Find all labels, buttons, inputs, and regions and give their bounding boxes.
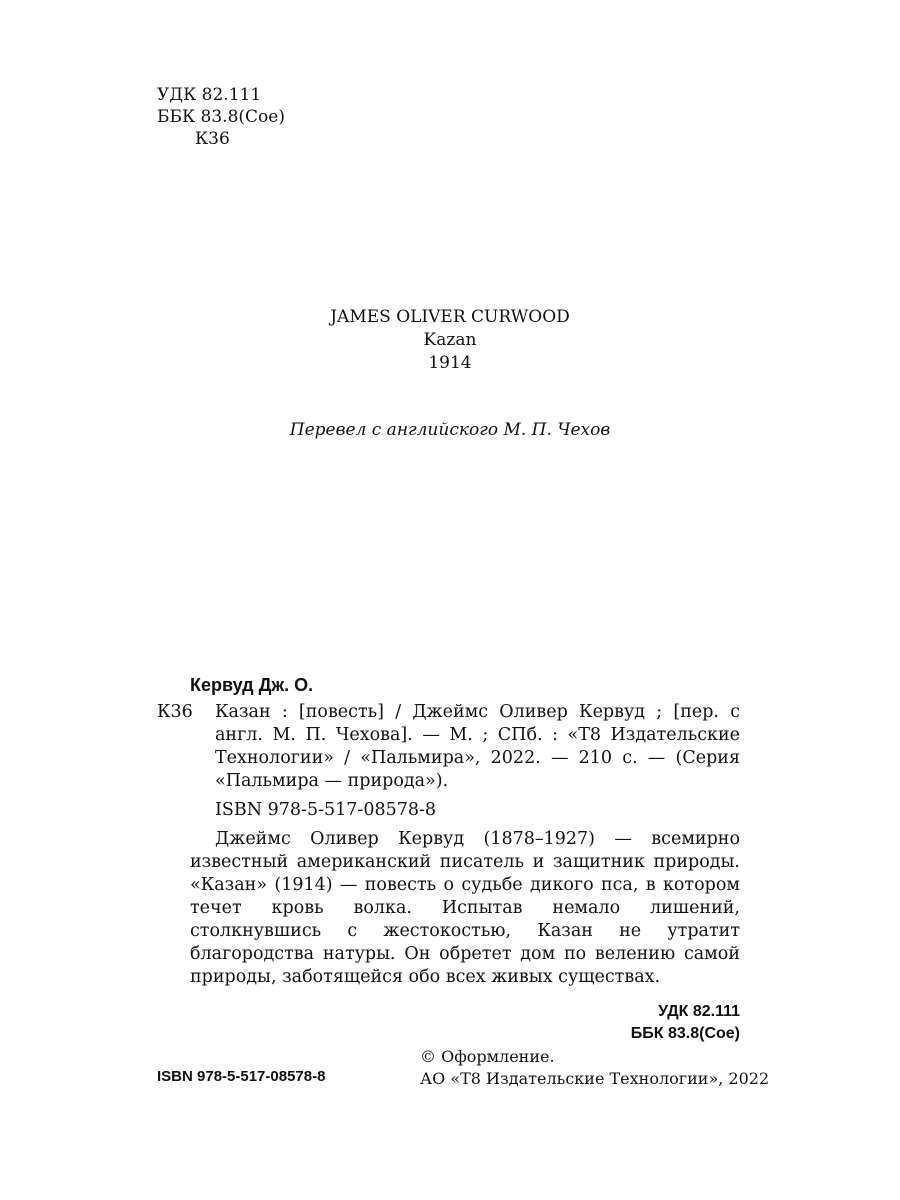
author-mark: К36 (195, 129, 230, 149)
card-udk: УДК 82.111 (658, 1003, 740, 1020)
card-description: Казан : [повесть] / Джеймс Оливер Кервуд ; [пер. с англ. М. П. Чехова]. — М. ; СПб. : «Т8 Издательские Технологии» / «Пальмира», 2022. — 210 с. — (Серия «Пальмира — природа»). (215, 702, 740, 791)
card-classification (157, 1001, 740, 1045)
card-author-heading: Кервуд Дж. О. (190, 675, 314, 695)
classification-block (157, 84, 285, 150)
publisher-line: АО «Т8 Издательские Технологии», 2022 (420, 1069, 770, 1088)
catalog-card (157, 674, 740, 1045)
bbk-code: ББК 83.8(Сое) (157, 107, 285, 127)
original-edition-block (0, 306, 900, 375)
card-description-row (157, 701, 740, 793)
card-isbn: ISBN 978-5-517-08578-8 (215, 800, 437, 820)
footer-isbn: ISBN 978-5-517-08578-8 (157, 1068, 326, 1085)
original-author: JAMES OLIVER CURWOOD (330, 307, 570, 327)
footer-copyright-block (420, 1046, 770, 1090)
copyright-line: © Оформление. (420, 1047, 555, 1066)
translator-credit: Перевел с английского М. П. Чехов (289, 420, 611, 440)
card-author-mark: К36 (157, 702, 193, 722)
udk-code: УДК 82.111 (157, 85, 262, 105)
original-title: Kazan (423, 330, 477, 350)
card-annotation: Джеймс Оливер Кервуд (1878–1927) — всемирно известный американский писатель и защитник природы. «Казан» (1914) — повесть о судьбе дикого пса, в котором течет кровь волка. Испытав немало лишений, столкнувшись с жестокостью, Казан не утратит благородства натуры. Он обретет дом по велению самой природы, заботящейся обо всех живых существах. (190, 829, 740, 987)
original-year: 1914 (428, 353, 472, 373)
card-bbk: ББК 83.8(Сое) (630, 1025, 740, 1042)
